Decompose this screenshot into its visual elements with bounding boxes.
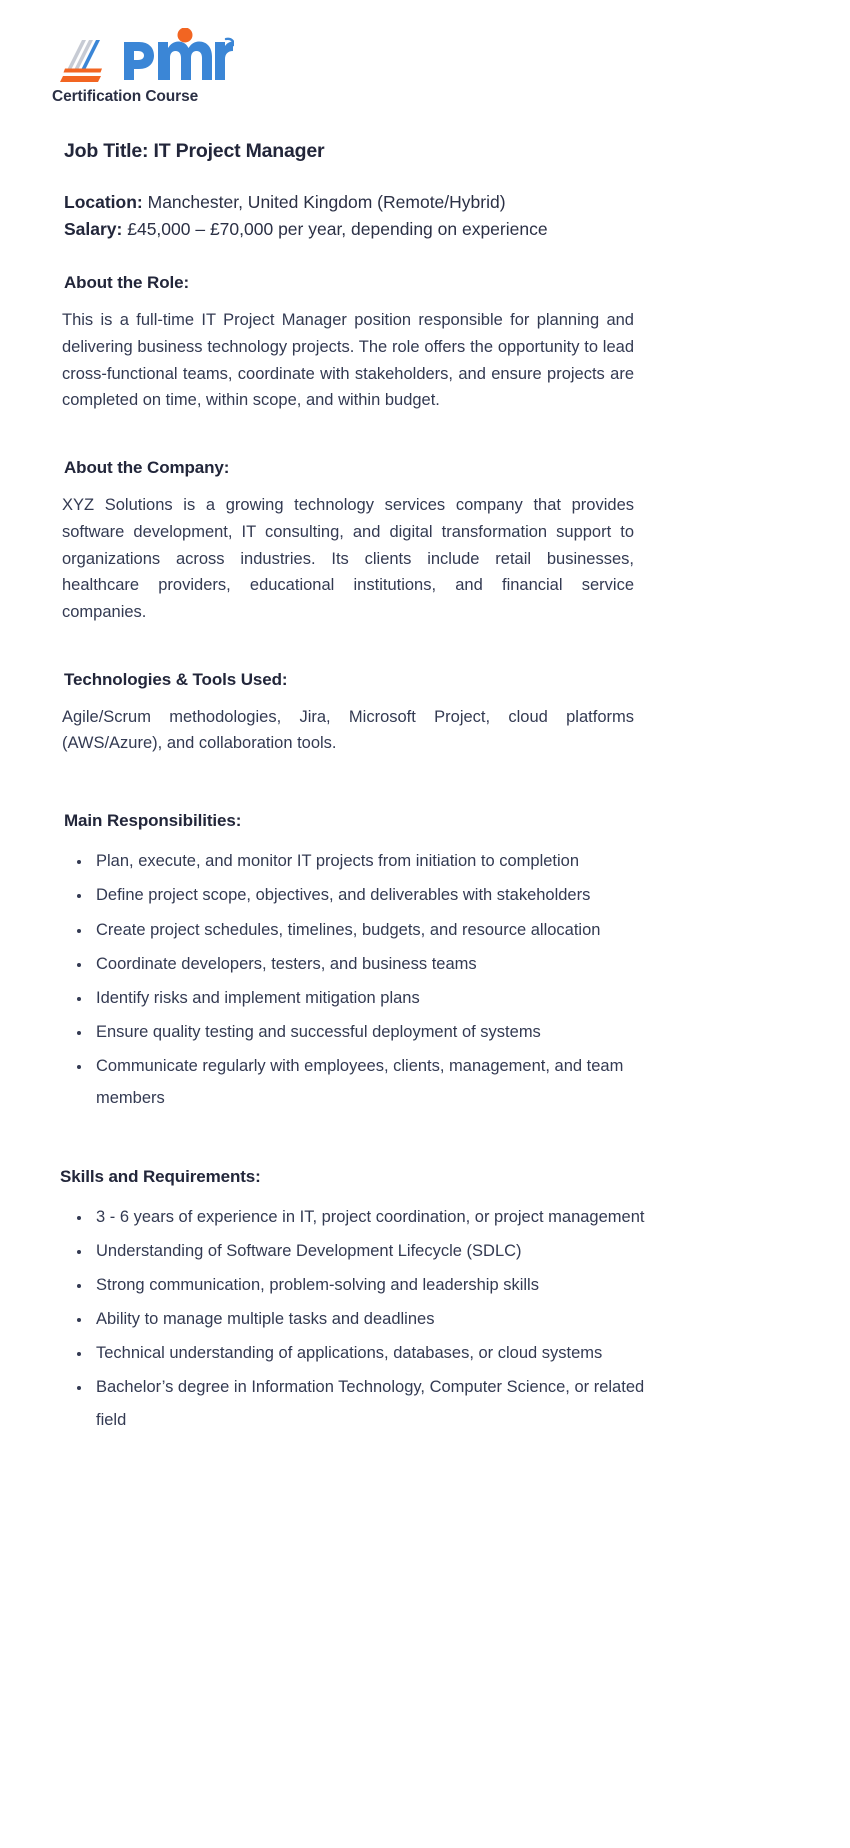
list-item: • Understanding of Software Development Lifecycle (SDLC) (92, 1235, 658, 1267)
salary-label: Salary: (64, 219, 123, 240)
list-item: • 3 - 6 years of experience in IT, project coordination, or project management (92, 1201, 658, 1233)
pmp-wordmark (122, 28, 232, 84)
pmp-triangle-logo-icon (52, 32, 112, 84)
location-label: Location: (64, 192, 143, 212)
responsibilities-list (58, 845, 658, 1114)
brand-caption: Certification Course (52, 88, 199, 105)
list-item: • Technical understanding of applications, databases, or cloud systems (92, 1337, 658, 1369)
list-item: • Bachelor’s degree in Information Technology, Computer Science, or related field (92, 1371, 658, 1435)
skills-list (58, 1201, 658, 1436)
list-item: • Ensure quality testing and successful deployment of systems (92, 1016, 658, 1048)
list-item: • Define project scope, objectives, and deliverables with stakeholders (92, 879, 658, 911)
section-text-about-company: XYZ Solutions is a growing technology services company that provides software development, IT consulting, and digital transformation support to organizations across industries. Its clients include retail businesses, healthcare providers, educational institutions, and financial service companies. (62, 496, 634, 621)
section-heading-responsibilities: Main Responsibilities: (64, 811, 242, 831)
section-heading-about-company: About the Company: (64, 458, 230, 478)
list-item: • Plan, execute, and monitor IT projects from initiation to completion (92, 845, 658, 877)
job-meta (64, 189, 644, 243)
page-title: Job Title: IT Project Manager (64, 140, 325, 162)
list-item: • Communicate regularly with employees, clients, management, and team members (92, 1050, 658, 1114)
section-heading-technologies: Technologies & Tools Used: (64, 669, 288, 689)
list-item: • Create project schedules, timelines, budgets, and resource allocation (92, 914, 658, 946)
section-heading-skills: Skills and Requirements: (60, 1166, 261, 1186)
job-description-body (0, 106, 850, 1478)
section-text-about-role: This is a full-time IT Project Manager position responsible for planning and delivering business technology projects. The role offers the opportunity to lead cross-functional teams, coordinate with stakeholders, and ensure projects are completed on time, within scope, and within budget. (62, 311, 634, 410)
salary-value: £45,000 – £70,000 per year, depending on experience (122, 219, 548, 240)
list-item: • Strong communication, problem-solving and leadership skills (92, 1269, 658, 1301)
section-heading-about-role: About the Role: (64, 273, 190, 293)
list-item: • Ability to manage multiple tasks and deadlines (92, 1303, 658, 1335)
logo-row (52, 22, 850, 84)
list-item: • Identify risks and implement mitigation plans (92, 982, 658, 1014)
brand-header (0, 0, 850, 106)
list-item: • Coordinate developers, testers, and business teams (92, 948, 658, 980)
location-value: Manchester, United Kingdom (Remote/Hybrid) (142, 192, 506, 212)
section-text-technologies: Agile/Scrum methodologies, Jira, Microsoft Project, cloud platforms (AWS/Azure), and collaboration tools. (62, 707, 634, 753)
